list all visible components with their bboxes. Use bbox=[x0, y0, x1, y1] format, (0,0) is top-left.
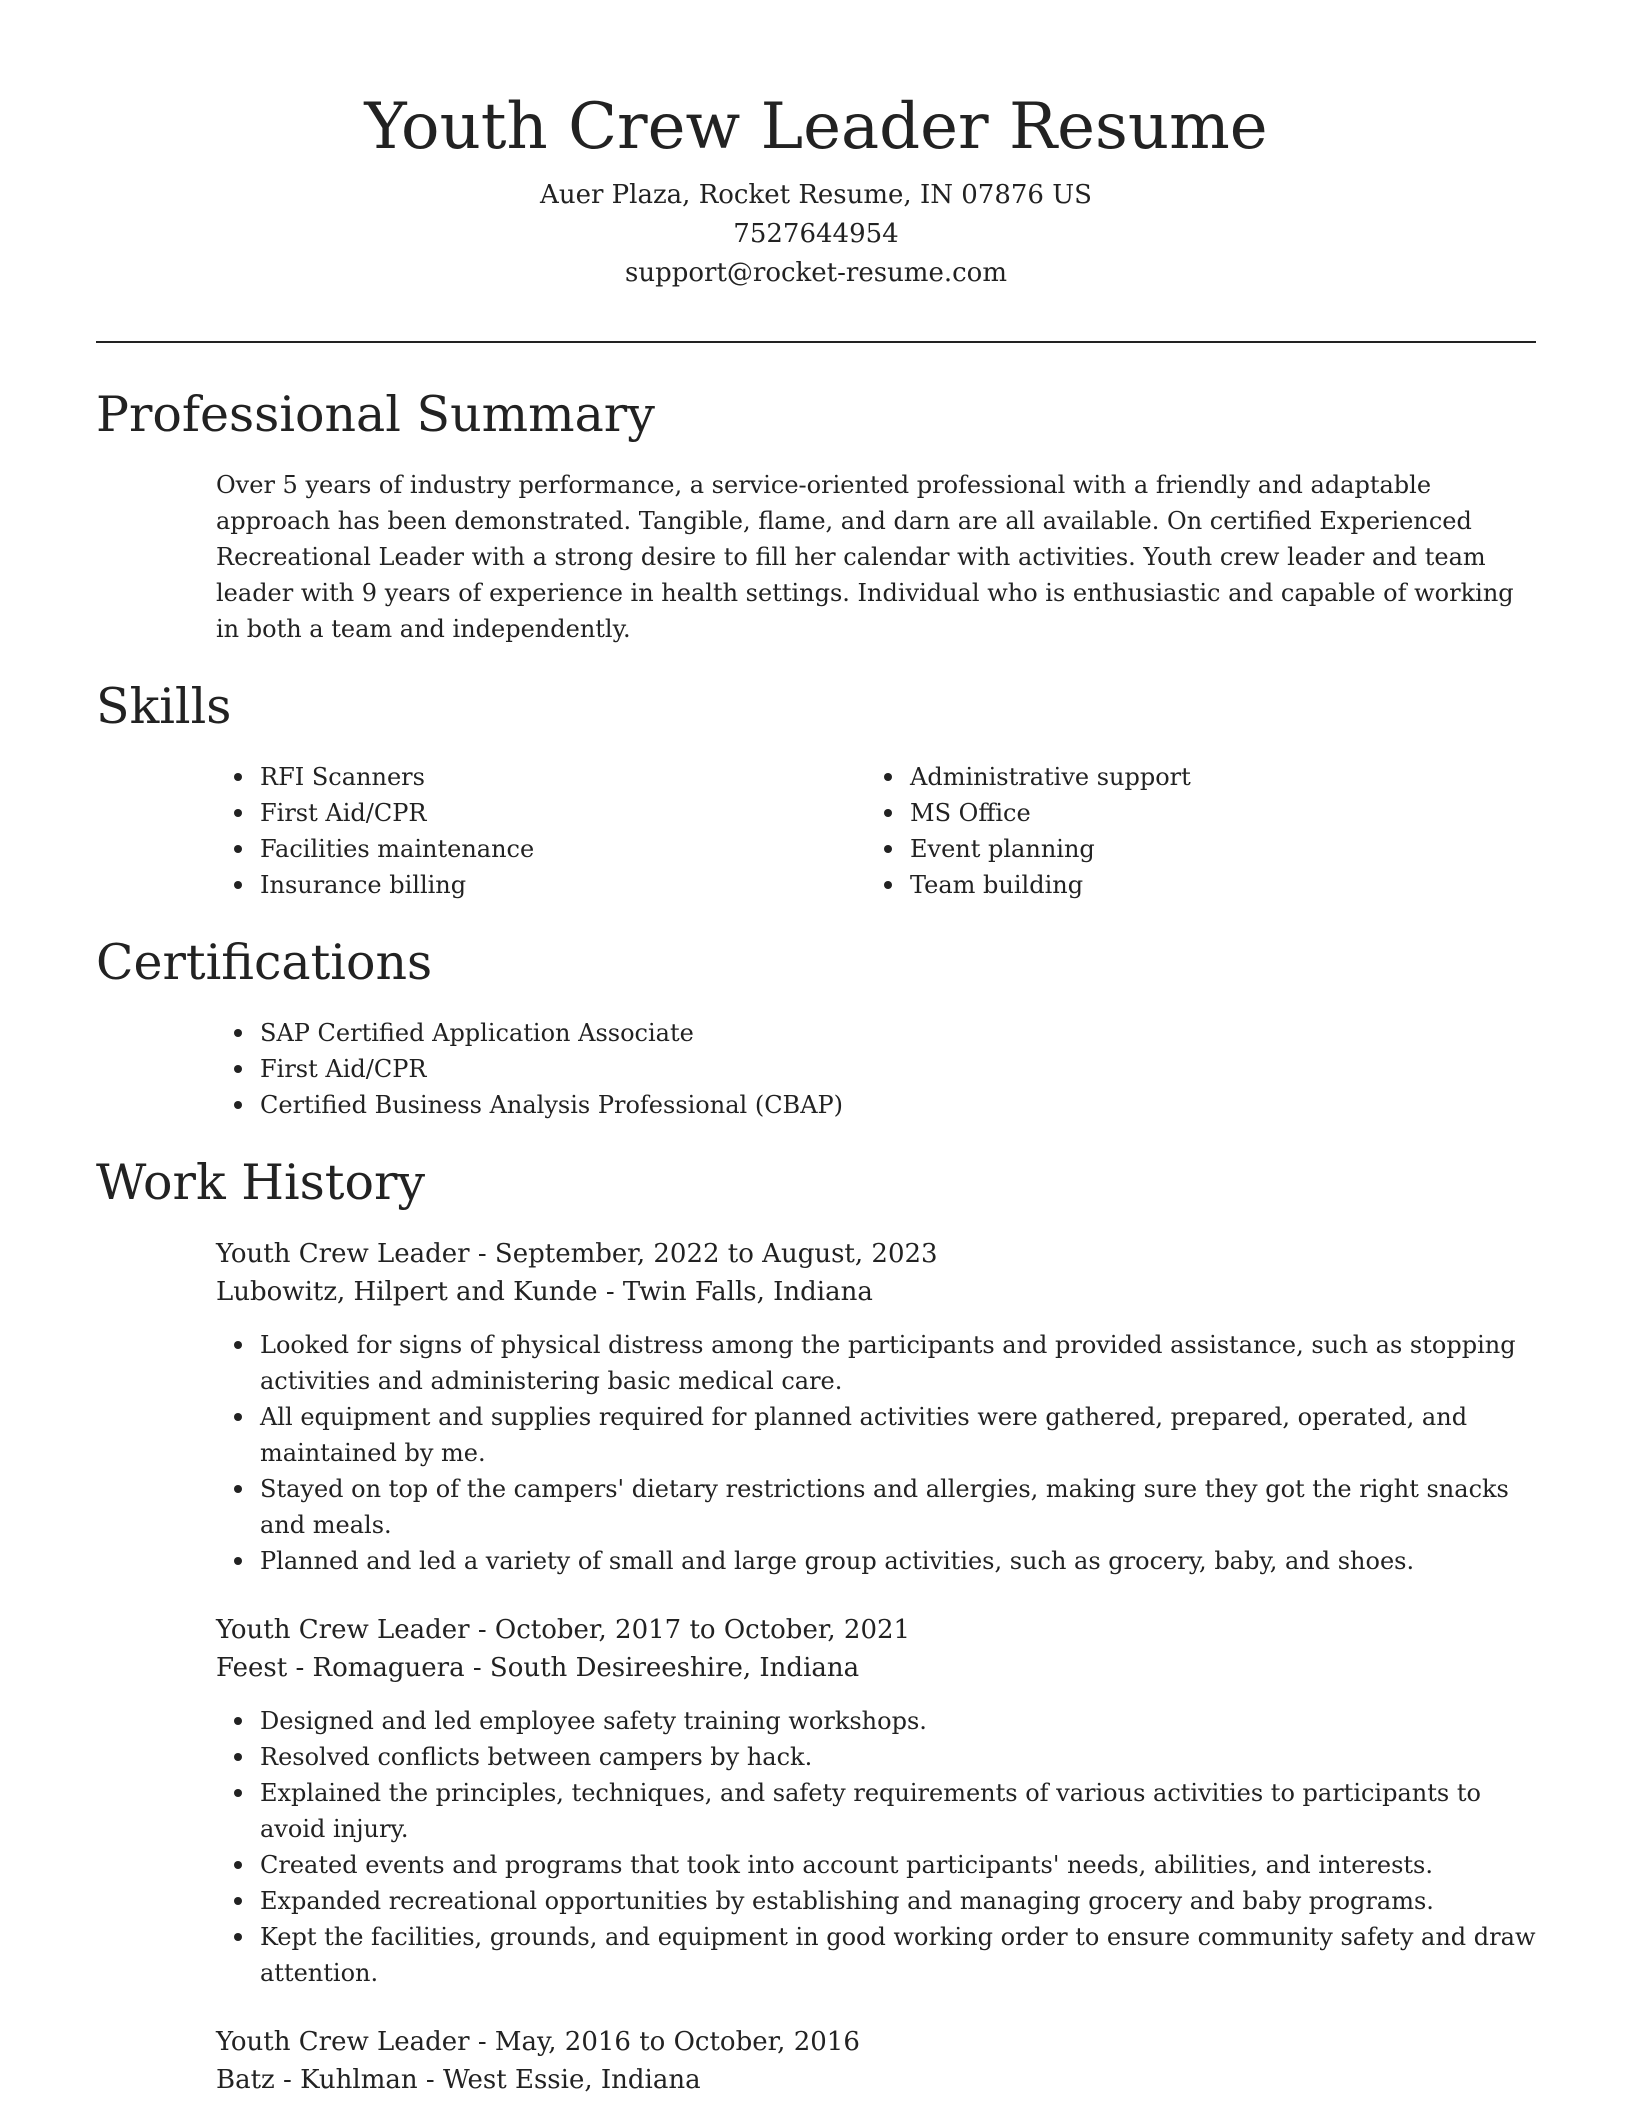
job-company-location: Batz - Kuhlman - West Essie, Indiana bbox=[216, 2065, 701, 2095]
job-duty-item: Resolved conflicts between campers by hack. bbox=[216, 1739, 1538, 1775]
job-duty-item: Looked for signs of physical distress among the participants and provided assistance, such as stopping activities and administering basic medical care. bbox=[216, 1327, 1538, 1399]
header-divider bbox=[96, 341, 1536, 343]
job-duty-item: Explained the principles, techniques, and safety requirements of various activities to participants to avoid injury. bbox=[216, 1775, 1538, 1847]
certification-item: Certified Business Analysis Professional (CBAP) bbox=[216, 1087, 1538, 1123]
job-duty-item: Kept the facilities, grounds, and equipment in good working order to ensure community safety and draw attention. bbox=[216, 1919, 1538, 1991]
skill-item: Administrative support bbox=[866, 759, 1516, 795]
job-entry bbox=[216, 1235, 1538, 1579]
skills-section bbox=[96, 667, 1536, 903]
certification-item: SAP Certified Application Associate bbox=[216, 1015, 1538, 1051]
professional-summary-section bbox=[96, 375, 1536, 647]
address: Auer Plaza, Rocket Resume, IN 07876 US bbox=[540, 180, 1092, 210]
job-duty-item: All equipment and supplies required for planned activities were gathered, prepared, operated, and maintained by me. bbox=[216, 1399, 1538, 1471]
summary-text: Over 5 years of industry performance, a service-oriented professional with a friendly and adaptable approach has been demonstrated. Tangible, flame, and darn are all available. On certified Experienced Recreational Leader with a strong desire to fill her calendar with activities. Youth crew leader and team leader with 9 years of experience in health settings. Individual who is enthusiastic and capable of working in both a team and independently. bbox=[216, 471, 1514, 643]
job-duty-item: Stayed on top of the campers' dietary restrictions and allergies, making sure they got the right snacks and meals. bbox=[216, 1471, 1538, 1543]
job-company-location: Feest - Romaguera - South Desireeshire, Indiana bbox=[216, 1653, 860, 1683]
resume-header bbox=[0, 78, 1632, 293]
job-entry bbox=[216, 1611, 1538, 1991]
job-duty-item: Planned and led a variety of small and large group activities, such as grocery, baby, and shoes. bbox=[216, 1543, 1538, 1579]
skill-item: Team building bbox=[866, 867, 1516, 903]
skill-item: Event planning bbox=[866, 831, 1516, 867]
email-address: support@rocket-resume.com bbox=[624, 258, 1007, 288]
job-duties-list bbox=[216, 1327, 1538, 1579]
skill-item: RFI Scanners bbox=[216, 759, 866, 795]
section-heading-skills: Skills bbox=[96, 678, 232, 735]
phone-number: 7527644954 bbox=[733, 219, 899, 249]
skills-list-left bbox=[216, 759, 866, 903]
job-title-dates: Youth Crew Leader - May, 2016 to October, 2016 bbox=[216, 2027, 860, 2057]
skill-item: First Aid/CPR bbox=[216, 795, 866, 831]
certifications-list bbox=[216, 1015, 1538, 1123]
job-company-location: Lubowitz, Hilpert and Kunde - Twin Falls, Indiana bbox=[216, 1277, 873, 1307]
skill-item: MS Office bbox=[866, 795, 1516, 831]
job-duty-item: Expanded recreational opportunities by establishing and managing grocery and baby programs. bbox=[216, 1883, 1538, 1919]
section-heading-work-history: Work History bbox=[96, 1154, 426, 1211]
job-title-dates: Youth Crew Leader - September, 2022 to August, 2023 bbox=[216, 1239, 938, 1269]
job-duty-item: Designed and led employee safety training workshops. bbox=[216, 1703, 1538, 1739]
section-heading-certifications: Certifications bbox=[96, 934, 433, 991]
resume-title: Youth Crew Leader Resume bbox=[364, 90, 1268, 164]
job-entry bbox=[216, 2023, 1538, 2099]
job-title-dates: Youth Crew Leader - October, 2017 to October, 2021 bbox=[216, 1615, 911, 1645]
job-duties-list bbox=[216, 1703, 1538, 1991]
resume-content bbox=[96, 375, 1536, 2099]
skills-list-right bbox=[866, 759, 1516, 903]
job-duty-item: Created events and programs that took into account participants' needs, abilities, and interests. bbox=[216, 1847, 1538, 1883]
skills-columns bbox=[216, 759, 1538, 903]
skill-item: Insurance billing bbox=[216, 867, 866, 903]
section-heading-summary: Professional Summary bbox=[96, 386, 655, 443]
certifications-section bbox=[96, 923, 1536, 1123]
work-history-section bbox=[96, 1143, 1536, 2099]
skill-item: Facilities maintenance bbox=[216, 831, 866, 867]
certification-item: First Aid/CPR bbox=[216, 1051, 1538, 1087]
